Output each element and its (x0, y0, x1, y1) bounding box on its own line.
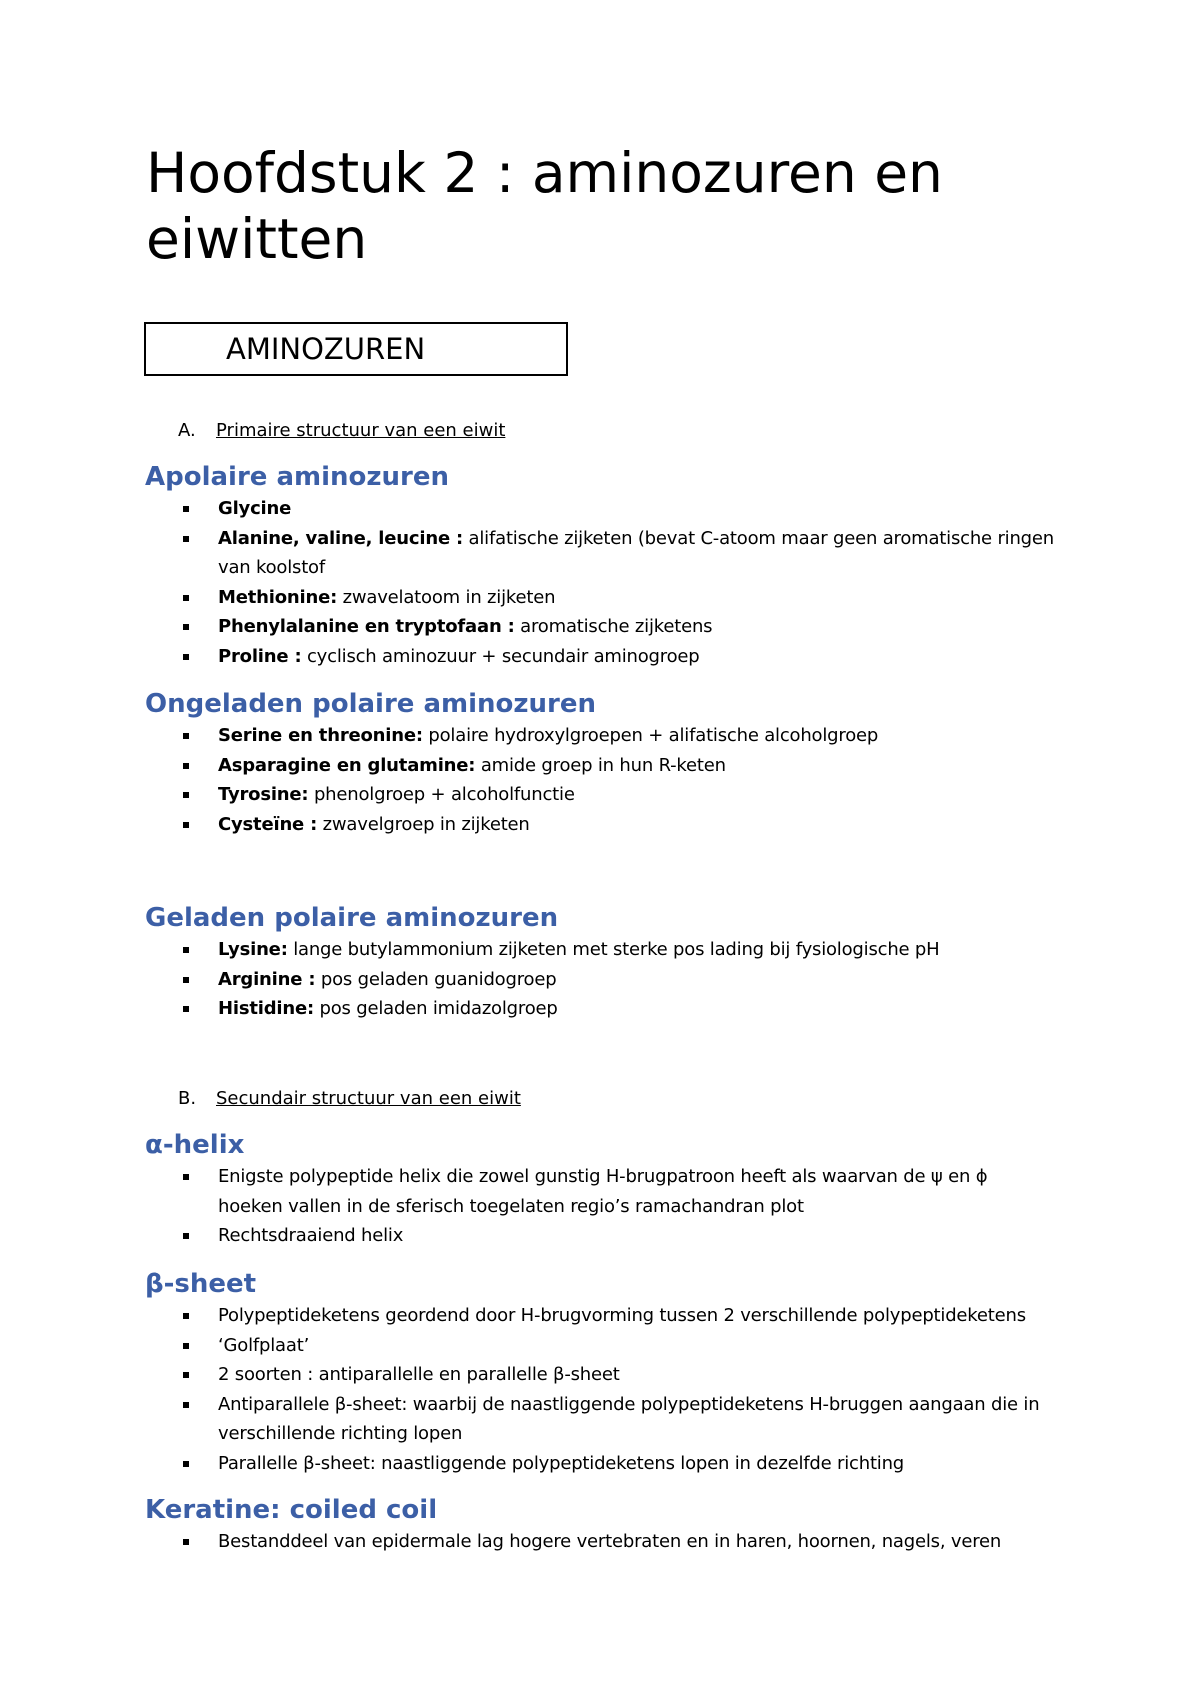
heading-geladen: Geladen polaire aminozuren (145, 903, 559, 933)
item-text: alifatische zijketen (bevat C-atoom maar geen aromatische ringen (463, 527, 1054, 549)
heading-keratine: Keratine: coiled coil (145, 1495, 438, 1525)
subheading-a (178, 419, 505, 443)
item-text-continued: verschillende richting lopen (218, 1423, 463, 1444)
item-term: Lysine: (218, 939, 288, 960)
item-text-continued: hoeken vallen in de sferisch toegelaten regio’s ramachandran plot (218, 1195, 804, 1217)
list-item (0, 1221, 1100, 1251)
list-item (0, 780, 1100, 810)
subheading-b-text: Secundair structuur van een eiwit (216, 1088, 521, 1109)
list-item (0, 1390, 1100, 1449)
list-apolair (0, 494, 1100, 671)
heading-apolair: Apolaire aminozuren (145, 462, 450, 492)
item-term: Alanine, valine, leucine : (218, 527, 464, 549)
item-text: aromatische zijketens (514, 616, 713, 637)
list-item (0, 612, 1100, 642)
list-item (0, 965, 1100, 995)
list-item (0, 751, 1100, 781)
item-text: 2 soorten : antiparallelle en parallelle β-sheet (218, 1364, 620, 1385)
list-item (0, 994, 1100, 1024)
list-item (0, 721, 1100, 751)
list-item (0, 1360, 1100, 1390)
subheading-b-letter: B. (178, 1088, 197, 1109)
list-alpha-helix (0, 1162, 1100, 1251)
item-term: Arginine : (218, 968, 316, 990)
list-item (0, 494, 1100, 524)
subheading-a-letter: A. (178, 420, 196, 441)
item-text: Polypeptideketens geordend door H-brugvorming tussen 2 verschillende polypeptideketens (218, 1305, 1026, 1326)
title-line-2: eiwitten (146, 207, 368, 271)
item-term: Proline : (218, 645, 302, 667)
list-geladen (0, 935, 1100, 1024)
item-text: Parallelle β-sheet: naastliggende polypeptideketens lopen in dezelfde richting (218, 1452, 905, 1474)
item-text: amide groep in hun R-keten (475, 754, 726, 776)
document-title (146, 140, 1046, 272)
section-box-label: AMINOZUREN (226, 332, 426, 366)
item-term: Cysteïne : (218, 813, 318, 835)
aminozuren-section-box (144, 322, 568, 376)
list-item (0, 935, 1100, 965)
heading-alpha-helix: α-helix (145, 1130, 245, 1160)
list-beta-sheet (0, 1301, 1100, 1478)
item-text: Antiparallele β-sheet: waarbij de naastliggende polypeptideketens H-bruggen aangaan die in (218, 1393, 1040, 1415)
list-item (0, 810, 1100, 840)
subheading-a-text: Primaire structuur van een eiwit (216, 420, 506, 441)
item-term: Asparagine en glutamine: (218, 754, 476, 776)
list-item (0, 1449, 1100, 1479)
item-text: zwavelgroep in zijketen (317, 813, 530, 835)
heading-beta-sheet: β-sheet (145, 1269, 257, 1299)
list-item (0, 642, 1100, 672)
list-item (0, 1331, 1100, 1361)
subheading-b (178, 1087, 521, 1111)
item-text: polaire hydroxylgroepen + alifatische alcoholgroep (422, 725, 879, 746)
item-text: Bestanddeel van epidermale lag hogere vertebraten en in haren, hoornen, nagels, veren (218, 1531, 1002, 1552)
item-text: pos geladen guanidogroep (315, 968, 557, 990)
list-ongeladen (0, 721, 1100, 839)
list-item (0, 524, 1100, 583)
item-text-continued: van koolstof (218, 557, 326, 578)
item-text: lange butylammonium zijketen met sterke pos lading bij fysiologische pH (287, 939, 940, 960)
item-text: cyclisch aminozuur + secundair aminogroep (301, 645, 700, 667)
list-keratine (0, 1527, 1100, 1557)
item-term: Serine en threonine: (218, 725, 423, 746)
item-text: pos geladen imidazolgroep (314, 998, 558, 1019)
list-item (0, 1162, 1100, 1221)
list-item (0, 583, 1100, 613)
list-item (0, 1527, 1100, 1557)
item-term: Tyrosine: (218, 784, 309, 805)
item-text: zwavelatoom in zijketen (337, 586, 556, 608)
item-term: Methionine: (218, 586, 338, 608)
item-text: Rechtsdraaiend helix (218, 1225, 404, 1246)
item-text: phenolgroep + alcoholfunctie (308, 784, 575, 805)
item-term: Histidine: (218, 998, 314, 1019)
heading-ongeladen: Ongeladen polaire aminozuren (145, 689, 597, 719)
item-term: Glycine (218, 498, 292, 519)
item-text: Enigste polypeptide helix die zowel gunstig H-brugpatroon heeft als waarvan de ψ en ϕ (218, 1166, 988, 1187)
title-line-1: Hoofdstuk 2 : aminozuren en (146, 141, 943, 205)
item-text: ‘Golfplaat’ (218, 1334, 310, 1356)
list-item (0, 1301, 1100, 1331)
item-term: Phenylalanine en tryptofaan : (218, 616, 515, 637)
